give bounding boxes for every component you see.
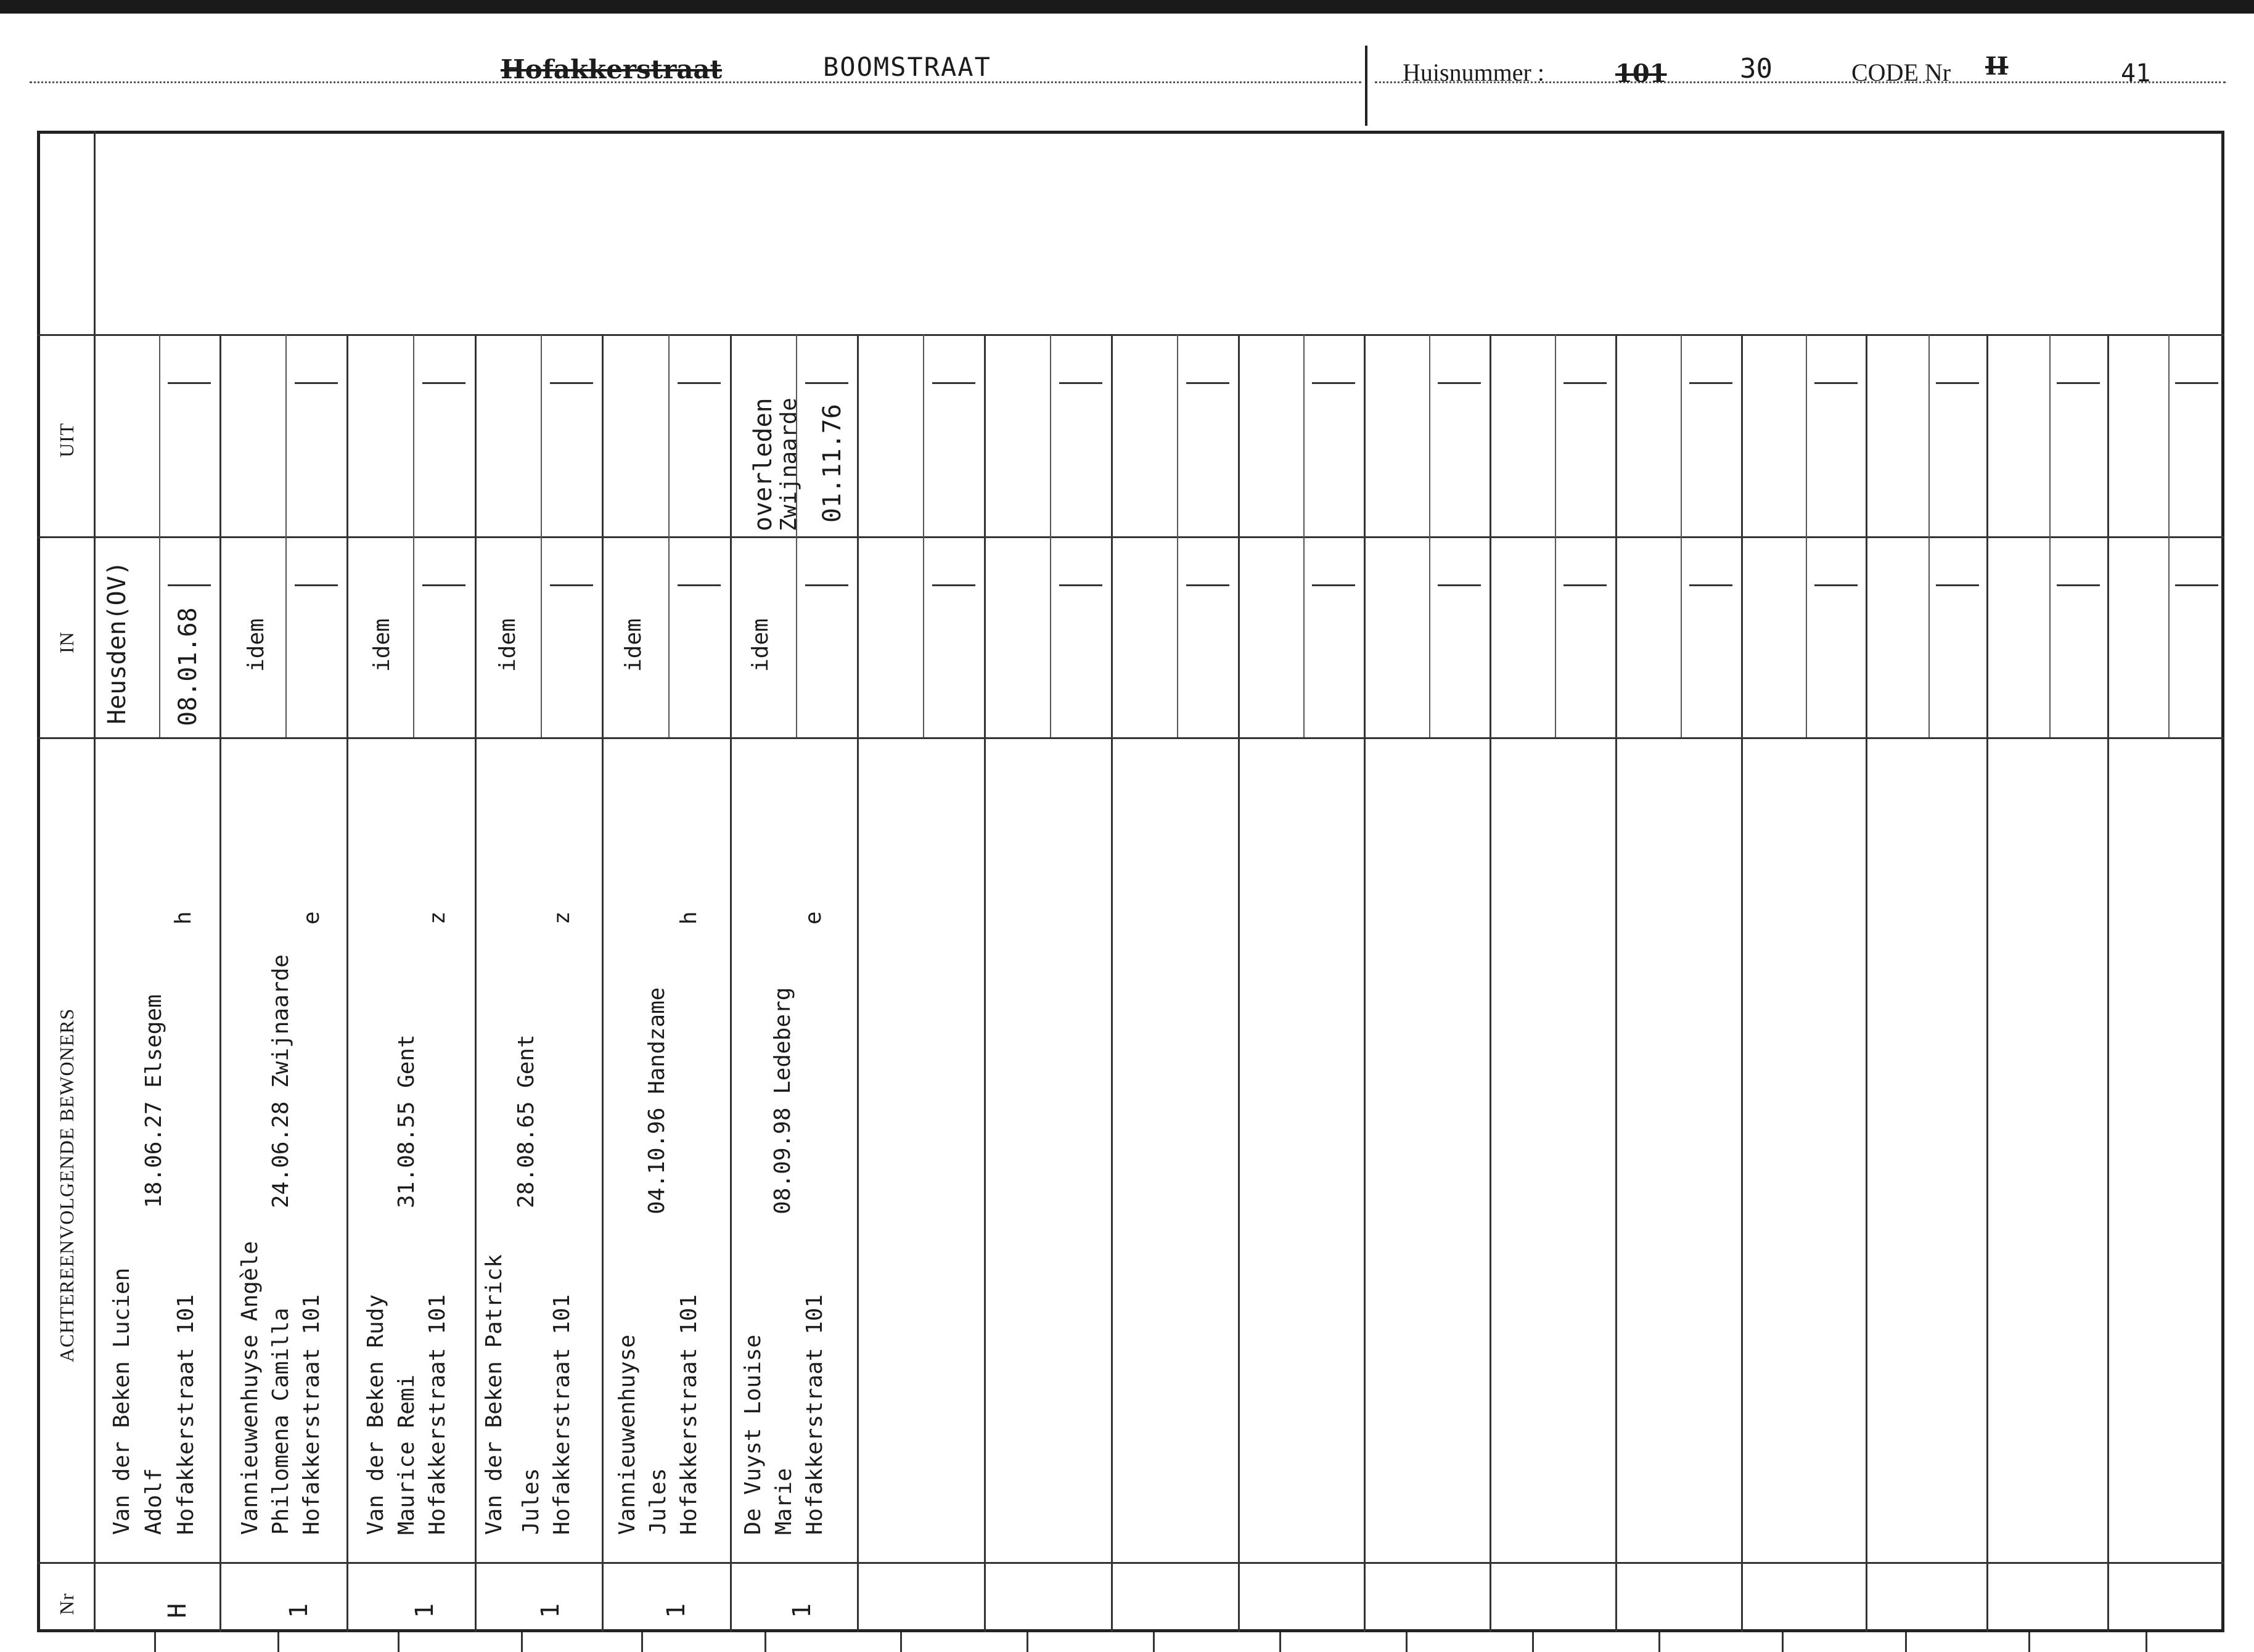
resident-birth: 28.08.65 Gent [514, 1034, 539, 1208]
resident-address: Hofakkerstraat 101 [802, 1294, 827, 1535]
resident-given-names: Jules [645, 1468, 671, 1535]
bottom-tick [1027, 1632, 1028, 1652]
sub-column-divider [923, 334, 924, 737]
bottom-tick [1782, 1632, 1784, 1652]
uit-empty-dash [1936, 382, 1979, 384]
uit-empty-dash [168, 382, 211, 384]
bottom-tick [1279, 1632, 1281, 1652]
resident-mark: e [299, 911, 324, 925]
in-label: IN [55, 631, 78, 653]
resident-given-names: Philomena Camilla [268, 1307, 293, 1535]
resident-nr: 1 [662, 1603, 691, 1618]
uit-empty-dash [2057, 382, 2100, 384]
uit-label: UIT [55, 422, 78, 457]
bottom-tick [277, 1632, 279, 1652]
uit-place: Zwijnaarde [776, 398, 801, 531]
column-divider [1490, 334, 1491, 1632]
uit-empty-dash [932, 382, 975, 384]
label-column-separator [94, 131, 96, 1632]
in-place: Heusden(OV) [103, 561, 131, 724]
bottom-tick [154, 1632, 156, 1652]
in-empty-dash [295, 584, 338, 586]
resident-given-names: Adolf [141, 1468, 166, 1535]
nr-section-top-line [37, 1562, 2224, 1564]
bottom-tick [1532, 1632, 1534, 1652]
resident-name: Vannieuwenhuyse Angèle [237, 1241, 263, 1535]
resident-nr: 1 [536, 1603, 565, 1618]
sub-column-divider [1681, 334, 1682, 737]
street-name-new: BOOMSTRAAT [823, 52, 991, 82]
in-empty-dash [550, 584, 593, 586]
bewoners-section-top-line [37, 737, 2224, 739]
resident-birth: 04.10.96 Handzame [644, 987, 670, 1214]
in-date: 08.01.68 [174, 607, 202, 726]
column-divider [1111, 334, 1113, 1632]
uit-empty-dash [1814, 382, 1858, 384]
in-empty-dash [1689, 584, 1732, 586]
column-divider [346, 334, 348, 1632]
code-number-label: CODE Nr [1851, 59, 1951, 86]
resident-mark: h [676, 911, 702, 925]
sub-column-divider [285, 334, 287, 737]
uit-empty-dash [550, 382, 593, 384]
resident-birth: 18.06.27 Elsegem [141, 994, 166, 1208]
column-divider [219, 334, 221, 1632]
sub-column-divider [413, 334, 414, 737]
in-empty-dash [1936, 584, 1979, 586]
column-divider [1986, 334, 1988, 1632]
sub-column-divider [159, 334, 160, 737]
in-empty-dash [2057, 584, 2100, 586]
in-place: idem [621, 618, 646, 672]
sub-column-divider [1806, 334, 1807, 737]
in-place: idem [369, 618, 395, 672]
uit-empty-dash [1186, 382, 1229, 384]
sub-column-divider [1303, 334, 1305, 737]
in-empty-dash [422, 584, 465, 586]
resident-name: Van der Beken Lucien [109, 1267, 134, 1535]
bottom-tick [900, 1632, 902, 1652]
uit-date: 01.11.76 [818, 404, 846, 523]
in-empty-dash [1312, 584, 1355, 586]
column-divider [1866, 334, 1867, 1632]
bottom-tick [1658, 1632, 1660, 1652]
in-section-top-line [37, 536, 2224, 538]
resident-given-names: Jules [518, 1468, 544, 1535]
code-number-new: 41 [2121, 59, 2151, 88]
resident-address: Hofakkerstraat 101 [299, 1294, 324, 1535]
sub-column-divider [2168, 334, 2170, 737]
column-divider [1741, 334, 1743, 1632]
bottom-tick [1406, 1632, 1408, 1652]
resident-nr: 1 [788, 1603, 816, 1618]
resident-mark: h [171, 911, 196, 925]
sub-column-divider [2049, 334, 2051, 737]
uit-empty-dash [422, 382, 465, 384]
uit-empty-dash [2175, 382, 2218, 384]
top-scan-border [0, 0, 2254, 14]
resident-nr: 1 [285, 1603, 313, 1618]
column-divider [1238, 334, 1240, 1632]
house-number-old: 101 [1615, 59, 1667, 88]
column-divider [857, 334, 859, 1632]
uit-empty-dash [1689, 382, 1732, 384]
in-empty-dash [168, 584, 211, 586]
header-separator [1365, 46, 1367, 126]
sub-column-divider [541, 334, 542, 737]
in-empty-dash [1438, 584, 1481, 586]
resident-mark: e [801, 911, 826, 925]
house-number-label: Huisnummer : [1403, 59, 1544, 86]
code-number-old: II [1985, 52, 2009, 81]
sub-column-divider [796, 334, 797, 737]
resident-name: De Vuyst Louise [740, 1334, 766, 1535]
in-empty-dash [932, 584, 975, 586]
in-place: idem [748, 618, 773, 672]
resident-name: Vannieuwenhuyse [615, 1334, 640, 1535]
column-divider [984, 334, 986, 1632]
in-empty-dash [805, 584, 848, 586]
resident-address: Hofakkerstraat 101 [676, 1294, 702, 1535]
sub-column-divider [1555, 334, 1556, 737]
in-empty-dash [1563, 584, 1607, 586]
sub-column-divider [1050, 334, 1051, 737]
bottom-tick [2145, 1632, 2147, 1652]
sub-column-divider [1928, 334, 1930, 737]
uit-section-top-line [37, 334, 2224, 336]
in-empty-dash [1186, 584, 1229, 586]
uit-reason: overleden [749, 398, 777, 531]
resident-nr: H [163, 1603, 192, 1618]
sub-column-divider [1429, 334, 1430, 737]
uit-empty-dash [805, 382, 848, 384]
resident-birth: 24.06.28 Zwijnaarde [268, 954, 293, 1208]
in-empty-dash [678, 584, 721, 586]
column-divider [602, 334, 604, 1632]
uit-empty-dash [295, 382, 338, 384]
uit-empty-dash [1312, 382, 1355, 384]
uit-empty-dash [678, 382, 721, 384]
sub-column-divider [668, 334, 670, 737]
in-empty-dash [1059, 584, 1102, 586]
house-number-new: 30 [1740, 53, 1772, 84]
column-divider [2107, 334, 2109, 1632]
uit-empty-dash [1563, 382, 1607, 384]
bottom-tick [398, 1632, 400, 1652]
resident-name: Van der Beken Patrick [482, 1254, 507, 1535]
resident-address: Hofakkerstraat 101 [425, 1294, 450, 1535]
column-divider [1364, 334, 1366, 1632]
bottom-tick [2028, 1632, 2030, 1652]
nr-label: Nr [55, 1593, 78, 1615]
in-empty-dash [1814, 584, 1858, 586]
resident-nr: 1 [411, 1603, 439, 1618]
column-divider [730, 334, 732, 1632]
uit-empty-dash [1059, 382, 1102, 384]
bottom-tick [1153, 1632, 1155, 1652]
in-empty-dash [2175, 584, 2218, 586]
street-name-old: Hofakkerstraat [501, 54, 723, 84]
bottom-tick [764, 1632, 766, 1652]
resident-given-names: Maurice Remi [394, 1374, 419, 1535]
bewoners-label: ACHTEREENVOLGENDE BEWONERS [55, 1008, 78, 1362]
resident-mark: z [425, 911, 450, 925]
bottom-tick [521, 1632, 523, 1652]
column-divider [1615, 334, 1617, 1632]
column-divider [475, 334, 477, 1632]
resident-given-names: Marie [771, 1468, 797, 1535]
bottom-tick [1905, 1632, 1907, 1652]
sub-column-divider [1177, 334, 1178, 737]
in-place: idem [495, 618, 520, 672]
bottom-tick [641, 1632, 643, 1652]
resident-address: Hofakkerstraat 101 [173, 1294, 199, 1535]
uit-empty-dash [1438, 382, 1481, 384]
resident-mark: z [549, 911, 575, 925]
in-place: idem [244, 618, 269, 672]
resident-birth: 08.09.98 Ledeberg [770, 987, 795, 1214]
resident-name: Van der Beken Rudy [363, 1294, 388, 1535]
resident-birth: 31.08.55 Gent [394, 1034, 419, 1208]
resident-address: Hofakkerstraat 101 [549, 1294, 575, 1535]
